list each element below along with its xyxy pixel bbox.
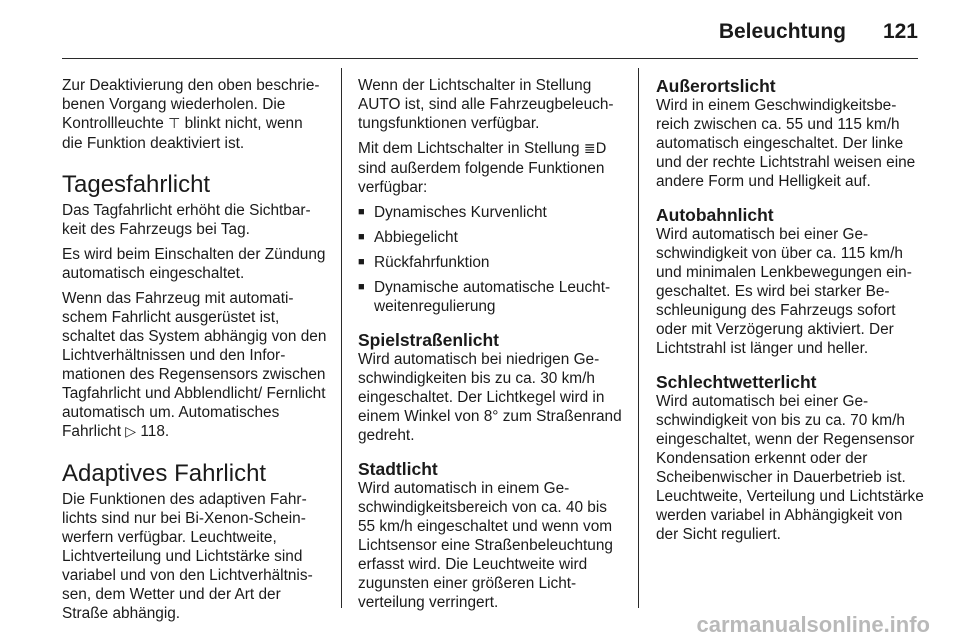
paragraph-auto: Wenn der Lichtschalter in Stellung AUTO ist, sind alle Fahrzeugbeleuchtungsfunktionen verfügbar. bbox=[358, 77, 614, 132]
paragraph-ausserortslicht: Wird in einem Geschwindigkeitsbereich zwischen ca. 55 und 115 km/h automatisch eingeschaltet. Der linke und der rechte Lichtstrahl weisen eine andere Form und Helligkeit auf. bbox=[656, 97, 916, 190]
low-beam-icon: ≣D bbox=[583, 141, 607, 157]
column-divider-2 bbox=[638, 68, 639, 608]
list-item: ■ Dynamisches Kurvenlicht bbox=[358, 204, 547, 221]
control-light-icon: ⊤ bbox=[168, 116, 181, 132]
paragraph-stadtlicht: Wird automatisch in einem Geschwindigkeitsbereich von ca. 40 bis 55 km/h eingeschaltet und wenn vom Lichtsensor eine Straßenbeleuchtung erfasst wird. Die Leuchtweite wird zugunsten einer größeren Lichtverteilung verringert. bbox=[358, 480, 613, 611]
bullet-icon: ■ bbox=[358, 281, 365, 293]
column-divider-1 bbox=[341, 68, 342, 608]
column-3 bbox=[656, 76, 924, 550]
heading-ausserortslicht: Außerortslicht bbox=[656, 76, 776, 96]
paragraph-spielstrassenlicht: Wird automatisch bei niedrigen Geschwindigkeiten bis zu ca. 30 km/h eingeschaltet. Der Lichtkegel wird in einem Winkel von 8° zum Straßenrand gedreht. bbox=[358, 351, 622, 444]
column-1 bbox=[62, 76, 327, 629]
list-item: ■ Dynamische automatische Leuchtweitenregulierung bbox=[358, 279, 611, 315]
paragraph-tagesfahrlicht-1: Das Tagfahrlicht erhöht die Sichtbarkeit des Fahrzeugs bei Tag. bbox=[62, 202, 311, 238]
page-header bbox=[62, 16, 918, 59]
bullet-icon: ■ bbox=[358, 206, 365, 218]
watermark-link[interactable]: carmanualsonline.info bbox=[696, 612, 930, 637]
heading-stadtlicht: Stadtlicht bbox=[358, 459, 438, 479]
paragraph-tagesfahrlicht-2: Es wird beim Einschalten der Zündung automatisch eingeschaltet. bbox=[62, 246, 326, 282]
column-2 bbox=[358, 76, 623, 618]
heading-tagesfahrlicht: Tagesfahrlicht bbox=[62, 171, 211, 198]
auto-label: AUTO bbox=[358, 96, 401, 113]
function-list bbox=[358, 203, 623, 316]
paragraph-deactivation: Zur Deaktivierung den oben beschriebenen Vorgang wiederholen. Die Kontrollleuchte ⊤ blinkt nicht, wenn die Funktion deaktiviert ist. bbox=[62, 77, 320, 152]
heading-spielstrassenlicht: Spielstraßenlicht bbox=[358, 330, 500, 350]
paragraph-low-beam: Mit dem Lichtschalter in Stellung ≣D sind außerdem folgende Funktionen verfügbar: bbox=[358, 140, 607, 196]
page-reference-link[interactable]: 118. bbox=[140, 423, 170, 440]
list-item: ■ Rückfahrfunktion bbox=[358, 254, 490, 271]
bullet-icon: ■ bbox=[358, 231, 365, 243]
paragraph-tagesfahrlicht-3: Wenn das Fahrzeug mit automatischem Fahrlicht ausgerüstet ist, schaltet das System abhängig von den Lichtverhältnissen und den Informationen des Regensensors zwischen Tagfahrlicht und Abblendlicht/ Fernlicht automatisch um. Automatisches Fahrlicht ▷ 118. bbox=[62, 290, 327, 440]
paragraph-autobahnlicht: Wird automatisch bei einer Geschwindigkeit von über ca. 115 km/h und minimalen Lenkbewegungen eingeschaltet. Es wird bei starker Beschleunigung des Fahrzeugs sofort oder mit Verzögerung aktiviert. Der Lichtstrahl ist länger und heller. bbox=[656, 226, 912, 357]
section-title: Beleuchtung bbox=[718, 20, 846, 43]
bullet-icon: ■ bbox=[358, 256, 365, 268]
paragraph-schlechtwetterlicht: Wird automatisch bei einer Geschwindigkeit von bis zu ca. 70 km/h eingeschaltet, wenn der Regensensor Kondensation erkennt oder der Scheibenwischer in Dauerbetrieb ist. Leuchtweite, Verteilung und Lichtstärke werden variabel in Abhängigkeit von der Sicht reguliert. bbox=[656, 393, 924, 543]
paragraph-adaptives: Die Funktionen des adaptiven Fahrlichts sind nur bei Bi-Xenon-Scheinwerfern verfügbar. Leuchtweite, Lichtverteilung und Lichtstärke sind variabel und von den Lichtverhältnissen, dem Wetter und der Art der Straße abhängig. bbox=[62, 491, 313, 622]
page-number: 121 bbox=[882, 20, 918, 43]
heading-adaptives-fahrlicht: Adaptives Fahrlicht bbox=[62, 460, 267, 487]
page-reference-arrow-icon: ▷ bbox=[125, 424, 137, 440]
list-item: ■ Abbiegelicht bbox=[358, 229, 458, 246]
heading-schlechtwetterlicht: Schlechtwetterlicht bbox=[656, 372, 817, 392]
heading-autobahnlicht: Autobahnlicht bbox=[656, 205, 774, 225]
